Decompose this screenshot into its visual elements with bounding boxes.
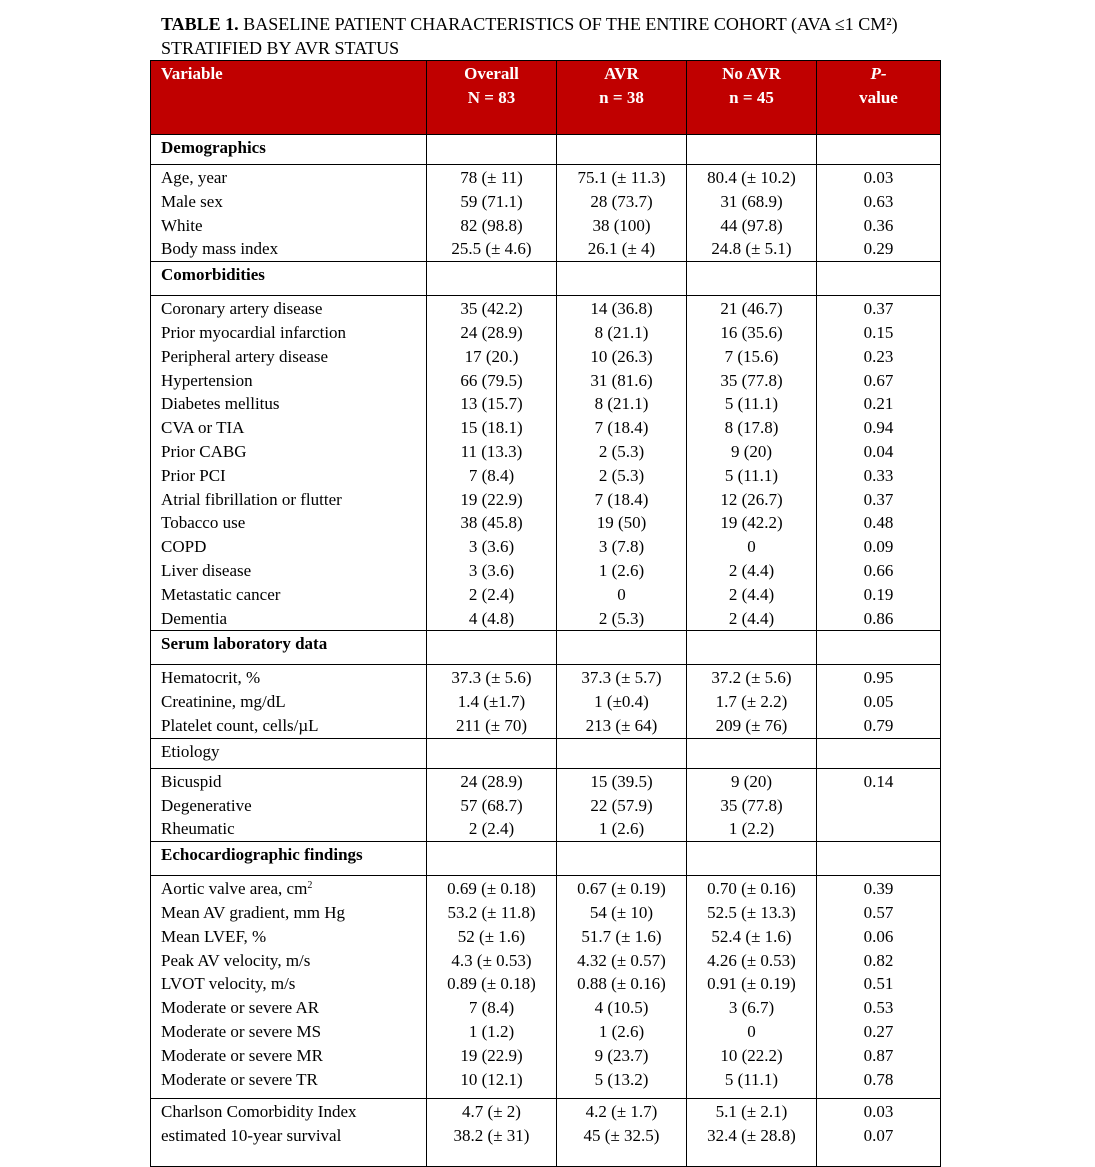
empty-cell [687,738,817,768]
cell-value: 1 (2.6) [598,819,645,839]
row-label: Metastatic cancer [161,584,281,604]
cell-value: 2 (5.3) [598,608,645,628]
cell-value: 1 (±0.4) [594,692,649,712]
row-label: Creatinine, mg/dL [161,692,286,712]
cell-value: 82 (98.8) [460,215,523,235]
cell-value: 0.03 [863,1102,894,1122]
cell-value: 3 (3.6) [468,560,515,580]
empty-cell [687,135,817,165]
caption-label: TABLE 1. [161,14,239,34]
value-cell [557,296,687,631]
cell-value: 4.26 (± 0.53) [707,950,796,970]
cell-value: 3 (3.6) [468,537,515,557]
empty-cell [817,135,941,165]
cell-value: 7 (18.4) [594,418,649,438]
cell-value: 8 (17.8) [724,418,779,438]
value-cell [427,296,557,631]
row-label: LVOT velocity, m/s [161,974,296,994]
cell-value: 52 (± 1.6) [457,926,526,946]
cell-value: 5 (13.2) [594,1069,649,1089]
section-title: Etiology [151,738,427,768]
row-label: Platelet count, cells/µL [161,715,319,735]
cell-value: 52.5 (± 13.3) [707,902,796,922]
row-label: Atrial fibrillation or flutter [161,489,342,509]
cell-value: 4.2 (± 1.7) [585,1102,658,1122]
cell-value: 10 (26.3) [590,346,653,366]
row-label: Moderate or severe TR [161,1069,318,1089]
cell-value: 9 (23.7) [594,1045,649,1065]
cell-value: 3 (7.8) [598,537,645,557]
cell-value: 0.86 [863,608,894,628]
row-label: CVA or TIA [161,418,245,438]
cell-value: 35 (42.2) [460,299,523,319]
value-cell [817,665,941,738]
cell-value: 0.09 [863,537,894,557]
section-title: Echocardiographic findings [151,842,427,876]
value-cell [427,768,557,841]
cell-value: 44 (97.8) [720,215,783,235]
variable-cell [151,1099,427,1167]
row-label: Prior PCI [161,465,226,485]
cell-value: 35 (77.8) [720,370,783,390]
cell-value: 5.1 (± 2.1) [715,1102,788,1122]
empty-cell [557,738,687,768]
cell-value: 9 (20) [730,771,773,791]
cell-value: 1 (2.6) [598,1021,645,1041]
cell-value: 7 (8.4) [468,465,515,485]
value-cell [817,1099,941,1167]
cell-value: 0.05 [863,692,894,712]
cell-value: 75.1 (± 11.3) [577,168,666,187]
cell-value: 1.4 (±1.7) [457,692,526,712]
cell-value: 2 (2.4) [468,819,515,839]
cell-value: 11 (13.3) [460,441,523,461]
row-label: Peak AV velocity, m/s [161,950,311,970]
cell-value: 0 [747,537,756,557]
table-row-group [151,165,941,262]
empty-cell [427,135,557,165]
cell-value: 0.69 (± 0.18) [447,879,536,899]
cell-value: 5 (11.1) [724,465,779,485]
cell-value: 0.29 [863,239,894,259]
cell-value: 0.94 [863,418,894,438]
cell-value: 4.32 (± 0.57) [577,950,666,970]
variable-cell [151,876,427,1099]
table-row-group [151,876,941,1099]
row-label: Hypertension [161,370,253,390]
row-label: Age, year [161,168,228,187]
empty-cell [427,842,557,876]
value-cell [427,876,557,1099]
cell-value: 22 (57.9) [590,795,653,815]
row-label: Moderate or severe MS [161,1021,322,1041]
empty-cell [427,262,557,296]
cell-value: 0.95 [863,668,894,688]
cell-value: 0.15 [863,322,894,342]
cell-value: 9 (20) [730,441,773,461]
cell-value: 37.3 (± 5.6) [451,668,532,688]
cell-value: 21 (46.7) [720,299,783,319]
cell-value: 13 (15.7) [460,394,523,414]
cell-value: 2 (4.4) [728,560,775,580]
table-caption [161,12,941,60]
value-cell [817,165,941,262]
cell-value: 12 (26.7) [720,489,783,509]
section-row [151,631,941,665]
cell-value: 38 (45.8) [460,513,523,533]
table-row-group [151,296,941,631]
cell-value: 17 (20.) [464,346,519,366]
cell-value: 24.8 (± 5.1) [711,239,792,259]
cell-value: 10 (22.2) [720,1045,783,1065]
cell-value: 45 (± 32.5) [583,1125,660,1145]
cell-value: 16 (35.6) [720,322,783,342]
value-cell [687,876,817,1099]
cell-value: 0.33 [863,465,894,485]
row-label: Dementia [161,608,228,628]
cell-value: 19 (42.2) [720,513,783,533]
cell-value: 19 (22.9) [460,489,523,509]
cell-value: 2 (5.3) [598,465,645,485]
cell-value [817,817,940,841]
value-cell [687,665,817,738]
cell-value: 0.14 [863,771,894,791]
row-label: Body mass index [161,239,279,259]
value-cell [557,165,687,262]
row-label: COPD [161,537,207,557]
cell-value: 213 (± 64) [585,715,658,735]
empty-cell [817,262,941,296]
cell-value: 0.23 [863,346,894,366]
variable-cell [151,296,427,631]
cell-value: 24 (28.9) [460,771,523,791]
row-label: Male sex [161,191,223,211]
cell-value: 19 (50) [596,513,647,533]
cell-value: 2 (5.3) [598,441,645,461]
cell-value: 0.66 [863,560,894,580]
caption-text: BASELINE PATIENT CHARACTERISTICS OF THE ENTIRE COHORT (AVA ≤1 CM²) STRATIFIED BY AVR STATUS [161,14,898,58]
section-title: Serum laboratory data [151,631,427,665]
empty-cell [687,262,817,296]
row-label: Degenerative [161,795,252,815]
cell-value: 0.37 [863,489,894,509]
value-cell [687,1099,817,1167]
header-row [151,61,941,135]
baseline-characteristics-table [150,60,941,1167]
row-label: Mean LVEF, % [161,926,267,946]
row-label: Diabetes mellitus [161,394,280,414]
cell-value: 28 (73.7) [590,191,653,211]
cell-value: 25.5 (± 4.6) [451,239,532,259]
header-p-value: P- value [817,61,941,135]
cell-value [817,794,940,818]
header-variable: Variable [151,61,427,135]
section-row [151,262,941,296]
cell-value: 7 (8.4) [468,998,515,1018]
cell-value: 51.7 (± 1.6) [581,926,662,946]
cell-value: 0.07 [863,1125,894,1145]
cell-value: 31 (68.9) [720,191,783,211]
cell-value: 66 (79.5) [460,370,523,390]
cell-value: 24 (28.9) [460,322,523,342]
cell-value: 0.04 [863,441,894,461]
cell-value: 78 (± 11) [460,168,523,187]
empty-cell [817,738,941,768]
empty-cell [557,631,687,665]
cell-value: 0.78 [863,1069,894,1089]
cell-value: 0.37 [863,299,894,319]
table-row-group [151,1099,941,1167]
cell-value: 7 (15.6) [724,346,779,366]
cell-value: 1.7 (± 2.2) [715,692,788,712]
row-label: Mean AV gradient, mm Hg [161,902,345,922]
cell-value: 37.3 (± 5.7) [581,668,662,688]
value-cell [557,1099,687,1167]
header-no-avr: No AVR n = 45 [687,61,817,135]
section-row [151,738,941,768]
row-label: Moderate or severe AR [161,998,320,1018]
cell-value: 0 [747,1021,756,1041]
cell-value: 0.21 [863,394,894,414]
row-label: Hematocrit, % [161,668,261,688]
cell-value: 0.67 [863,370,894,390]
section-title: Demographics [151,135,427,165]
row-label: Prior CABG [161,441,247,461]
cell-value: 5 (11.1) [724,394,779,414]
cell-value: 15 (18.1) [460,418,523,438]
cell-value: 53.2 (± 11.8) [447,902,536,922]
cell-value: 4 (10.5) [594,998,649,1018]
row-label: Tobacco use [161,513,246,533]
empty-cell [817,842,941,876]
cell-value: 26.1 (± 4) [587,239,656,259]
row-label: Moderate or severe MR [161,1045,323,1065]
value-cell [557,876,687,1099]
cell-value: 0.67 (± 0.19) [577,879,666,899]
value-cell [427,1099,557,1167]
empty-cell [427,631,557,665]
cell-value: 37.2 (± 5.6) [711,668,792,688]
empty-cell [687,631,817,665]
cell-value: 4 (4.8) [468,608,515,628]
cell-value: 1 (2.2) [728,819,775,839]
cell-value: 14 (36.8) [590,299,653,319]
cell-value: 15 (39.5) [590,771,653,791]
cell-value: 0.82 [863,950,894,970]
cell-value: 211 (± 70) [455,715,528,735]
cell-value: 52.4 (± 1.6) [711,926,792,946]
value-cell [817,876,941,1099]
cell-value: 4.7 (± 2) [462,1102,521,1122]
cell-value: 0.53 [863,998,894,1018]
row-label: estimated 10-year survival [161,1125,342,1145]
cell-value: 0.88 (± 0.16) [577,974,666,994]
row-label: Prior myocardial infarction [161,322,347,342]
cell-value: 0.89 (± 0.18) [447,974,536,994]
cell-value: 2 (2.4) [468,584,515,604]
section-title: Comorbidities [151,262,427,296]
cell-value: 19 (22.9) [460,1045,523,1065]
cell-value: 0.19 [863,584,894,604]
cell-value: 0.51 [863,974,894,994]
row-label: Rheumatic [161,819,235,839]
value-cell [557,768,687,841]
cell-value: 0.63 [863,191,894,211]
header-overall: Overall N = 83 [427,61,557,135]
cell-value: 1 (1.2) [468,1021,515,1041]
cell-value: 0.03 [863,168,894,187]
row-label: Peripheral artery disease [161,346,329,366]
cell-value: 5 (11.1) [724,1069,779,1089]
value-cell [817,296,941,631]
section-row [151,135,941,165]
cell-value: 54 (± 10) [589,902,654,922]
row-label: Liver disease [161,560,252,580]
value-cell [427,165,557,262]
row-label: Aortic valve area, $cm^2$ [161,879,313,899]
superscript: 2 [307,880,313,892]
row-label: Coronary artery disease [161,299,323,319]
value-cell [557,665,687,738]
cell-value: 0.57 [863,902,894,922]
header-avr: AVR n = 38 [557,61,687,135]
cell-value: 31 (81.6) [590,370,653,390]
cell-value: 0.27 [863,1021,894,1041]
cell-value: 7 (18.4) [594,489,649,509]
value-cell [687,165,817,262]
empty-cell [427,738,557,768]
empty-cell [687,842,817,876]
table-row-group [151,768,941,841]
empty-cell [817,631,941,665]
variable-cell [151,665,427,738]
cell-value: 0.39 [863,879,894,899]
empty-cell [557,135,687,165]
cell-value: 59 (71.1) [460,191,523,211]
cell-value: 2 (4.4) [728,584,775,604]
cell-value: 35 (77.8) [720,795,783,815]
row-label: Bicuspid [161,771,222,791]
cell-value: 0.91 (± 0.19) [707,974,796,994]
value-cell [687,768,817,841]
cell-value: 0.87 [863,1045,894,1065]
cell-value: 0.70 (± 0.16) [707,879,796,899]
table-row-group [151,665,941,738]
cell-value: 8 (21.1) [594,394,649,414]
cell-value: 1 (2.6) [598,560,645,580]
empty-cell [557,842,687,876]
value-cell [817,768,941,841]
empty-cell [557,262,687,296]
cell-value: 38.2 (± 31) [453,1125,530,1145]
cell-value: 3 (6.7) [728,998,775,1018]
cell-value: 57 (68.7) [460,795,523,815]
cell-value: 0.36 [863,215,894,235]
variable-cell [151,165,427,262]
variable-cell [151,768,427,841]
cell-value: 2 (4.4) [728,608,775,628]
cell-value: 38 (100) [592,215,651,235]
cell-value: 32.4 (± 28.8) [707,1125,796,1145]
cell-value: 4.3 (± 0.53) [451,950,532,970]
section-row [151,842,941,876]
cell-value: 10 (12.1) [460,1069,523,1089]
value-cell [427,665,557,738]
cell-value: 0.48 [863,513,894,533]
row-label: Charlson Comorbidity Index [161,1102,357,1122]
cell-value: 80.4 (± 10.2) [707,168,796,187]
cell-value: 209 (± 76) [715,715,788,735]
cell-value: 0 [617,584,626,604]
row-label: White [161,215,203,235]
cell-value: 0.79 [863,715,894,735]
value-cell [687,296,817,631]
cell-value: 8 (21.1) [594,322,649,342]
cell-value: 0.06 [863,926,894,946]
